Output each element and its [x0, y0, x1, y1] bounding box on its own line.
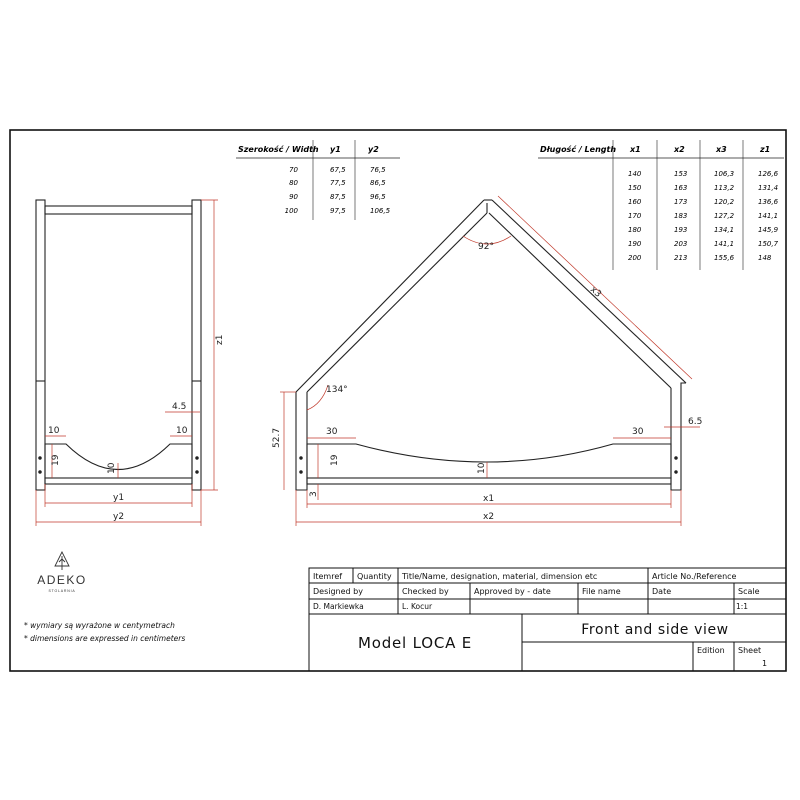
- width-row-y2: 96,5: [370, 193, 386, 201]
- width-table-header-y2: y2: [368, 145, 379, 154]
- length-row-z1: 145,9: [758, 226, 779, 234]
- length-row-x3: 134,1: [714, 226, 735, 234]
- length-table-header-x3: x3: [716, 145, 727, 154]
- dim-label-angle-top: 92°: [478, 242, 494, 252]
- label-checked-by: Checked by: [402, 587, 449, 596]
- notes: [24, 621, 185, 643]
- dim-label-y2: y2: [113, 512, 125, 522]
- dim-label-45: 4.5: [172, 402, 187, 412]
- dim-label-527: 52.7: [272, 427, 282, 448]
- dim-label-curve-10: 10: [107, 462, 117, 474]
- width-row-y1: 67,5: [330, 166, 346, 174]
- length-row-size: 140: [628, 170, 642, 178]
- model-name: Model LOCA E: [357, 634, 473, 652]
- value-sheet: 1: [762, 659, 768, 668]
- dim-label-angle-side: 134°: [326, 385, 348, 395]
- screw-dot: [675, 471, 677, 473]
- label-scale: Scale: [738, 587, 760, 596]
- dim-label-curve-10: 10: [477, 462, 487, 474]
- length-row-z1: 141,1: [758, 212, 779, 220]
- length-row-x3: 106,3: [714, 170, 735, 178]
- dim-label-30-left: 30: [326, 427, 338, 437]
- side-left-post: [296, 392, 307, 490]
- width-row-y1: 87,5: [330, 193, 346, 201]
- length-row-z1: 150,7: [758, 240, 779, 248]
- front-view-dimension-labels: [48, 335, 225, 522]
- length-row-x2: 213: [674, 254, 688, 262]
- screw-dot: [39, 457, 41, 459]
- title-block-text: [313, 572, 767, 668]
- width-row-y2: 76,5: [370, 166, 386, 174]
- dim-label-x3: x3: [587, 284, 603, 300]
- side-roof-right-inner: [489, 213, 671, 388]
- dim-label-19: 19: [330, 454, 340, 466]
- screw-dot: [300, 471, 302, 473]
- length-row-z1: 126,6: [758, 170, 779, 178]
- length-row-x2: 163: [674, 184, 688, 192]
- side-board: [307, 444, 671, 478]
- width-row-y1: 97,5: [330, 207, 346, 215]
- screw-dot: [39, 471, 41, 473]
- value-scale: 1:1: [736, 602, 749, 611]
- label-date: Date: [652, 587, 672, 596]
- note-english: * dimensions are expressed in centimeters: [24, 634, 186, 643]
- width-row-size: 70: [289, 166, 298, 174]
- length-row-size: 160: [628, 198, 642, 206]
- length-table-header-x2: x2: [674, 145, 685, 154]
- length-row-size: 190: [628, 240, 642, 248]
- length-row-size: 170: [628, 212, 642, 220]
- length-row-z1: 131,4: [758, 184, 779, 192]
- screw-dot: [196, 457, 198, 459]
- dim-label-z1: z1: [215, 334, 225, 345]
- width-row-size: 100: [284, 207, 298, 215]
- side-right-post: [671, 383, 686, 490]
- dim-label-y1: y1: [113, 493, 125, 503]
- front-side-board: [45, 444, 192, 478]
- note-polish: * wymiary są wyrażone w centymetrach: [24, 621, 175, 630]
- value-designed-by: D. Markiewka: [313, 602, 364, 611]
- length-row-z1: 148: [758, 254, 772, 262]
- label-edition: Edition: [697, 646, 725, 655]
- width-row-y2: 106,5: [370, 207, 391, 215]
- width-table-header-size: Szerokość / Width: [238, 145, 319, 154]
- side-roof-left-inner: [307, 213, 487, 392]
- length-row-x2: 153: [674, 170, 688, 178]
- label-itemref: Itemref: [313, 572, 343, 581]
- front-view-dimensions: [36, 200, 218, 526]
- length-row-x2: 193: [674, 226, 688, 234]
- dim-label-x2: x2: [483, 512, 495, 522]
- length-row-x2: 183: [674, 212, 688, 220]
- length-row-x3: 120,2: [714, 198, 735, 206]
- dim-label-19: 19: [51, 454, 61, 466]
- screw-dot: [196, 471, 198, 473]
- front-top-bar: [45, 206, 192, 214]
- length-row-x3: 155,6: [714, 254, 735, 262]
- front-bottom-rail: [45, 478, 192, 484]
- front-view: [36, 200, 201, 490]
- value-checked-by: L. Kocur: [402, 602, 433, 611]
- dim-label-x1: x1: [483, 494, 495, 504]
- width-table-header-y1: y1: [330, 145, 341, 154]
- length-row-x3: 127,2: [714, 212, 735, 220]
- length-row-z1: 136,6: [758, 198, 779, 206]
- dim-label-30-right: 30: [632, 427, 644, 437]
- label-approved: Approved by - date: [474, 587, 551, 596]
- width-row-y1: 77,5: [330, 179, 346, 187]
- front-left-post: [36, 200, 45, 490]
- length-table-header-z1: z1: [760, 145, 771, 154]
- side-roof-left-outer: [296, 200, 484, 392]
- side-bottom-rail: [307, 478, 671, 484]
- length-row-x2: 203: [674, 240, 688, 248]
- side-view-dimension-labels: [272, 242, 702, 522]
- length-row-x3: 141,1: [714, 240, 735, 248]
- label-file: File name: [582, 587, 621, 596]
- label-quantity: Quantity: [357, 572, 392, 581]
- width-row-y2: 86,5: [370, 179, 386, 187]
- length-row-x2: 173: [674, 198, 688, 206]
- width-row-size: 80: [289, 179, 298, 187]
- dim-label-65: 6.5: [688, 417, 703, 427]
- width-row-size: 90: [289, 193, 298, 201]
- length-table-header-size: Długość / Length: [540, 145, 617, 154]
- length-row-size: 150: [628, 184, 642, 192]
- length-table: [538, 140, 784, 270]
- width-table: [236, 140, 400, 220]
- title-block: [309, 568, 786, 671]
- label-title: Title/Name, designation, material, dimension etc: [402, 572, 598, 581]
- front-right-post: [192, 200, 201, 490]
- length-table-header-x1: x1: [630, 145, 641, 154]
- dim-label-left-10: 10: [48, 426, 60, 436]
- length-row-size: 200: [628, 254, 642, 262]
- length-row-size: 180: [628, 226, 642, 234]
- label-article: Article No./Reference: [652, 572, 737, 581]
- view-title: Front and side view: [581, 622, 729, 638]
- length-row-x3: 113,2: [714, 184, 735, 192]
- dim-label-right-10: 10: [176, 426, 188, 436]
- label-designed-by: Designed by: [313, 587, 363, 596]
- logo-name: ADEKO: [37, 573, 87, 587]
- tree-icon: [55, 552, 69, 570]
- dim-label-3: 3: [309, 491, 319, 497]
- adeko-logo: [37, 552, 87, 593]
- label-sheet: Sheet: [738, 646, 762, 655]
- screw-dot: [675, 457, 677, 459]
- screw-dot: [300, 457, 302, 459]
- logo-sub: STOLARNIA: [48, 589, 76, 593]
